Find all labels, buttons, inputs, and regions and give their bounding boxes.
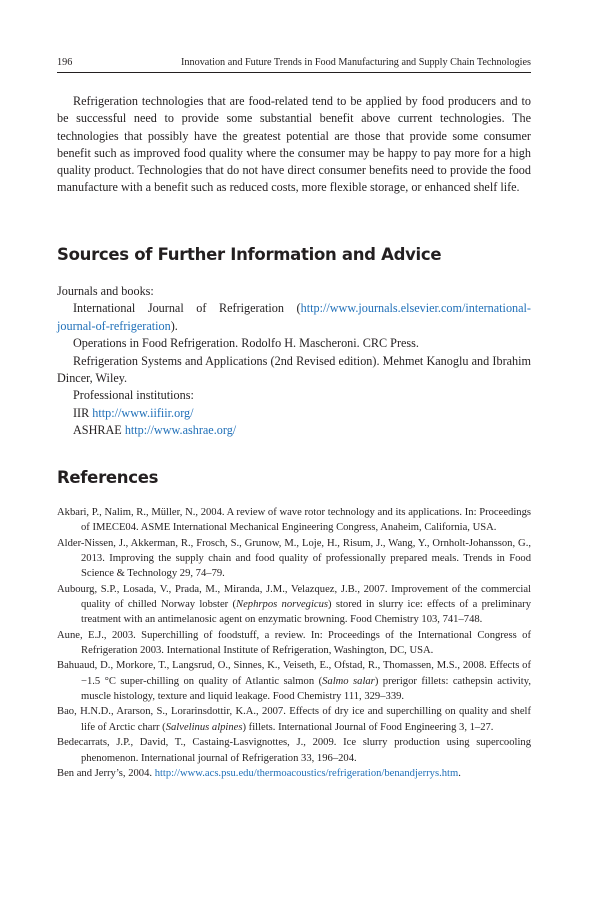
iir-link[interactable]: http://www.iifiir.org/ <box>92 405 194 420</box>
page-number: 196 <box>57 57 73 68</box>
ijr-close: ). <box>170 318 178 333</box>
running-title: Innovation and Future Trends in Food Manufacturing and Supply Chain Technologies <box>181 57 531 68</box>
source-item-ashrae <box>57 422 531 439</box>
bahuaud-species: Salmo salar <box>322 675 375 687</box>
aubourg-text-b: ) stored in slurry ice: effects of a preliminary treatment with an antimelanosic agent on enzymatic browning. Food Chemistry 103, 741–748. <box>81 599 531 626</box>
journals-label: Journals and books: <box>57 284 154 298</box>
ashrae-name: ASHRAE <box>73 423 125 438</box>
bao-species: Salvelinus alpines <box>165 721 243 733</box>
source-item-book-2: Refrigeration Systems and Applications (2nd Revised edition). Mehmet Kanoglu and Ibrahim Dincer, Wiley. <box>57 353 531 386</box>
reference-item-ben-and-jerrys <box>57 766 531 781</box>
running-header <box>57 56 531 73</box>
section-heading-references: References <box>57 468 159 487</box>
reference-item-alder-nissen: Alder-Nissen, J., Akkerman, R., Frosch, S., Grunow, M., Loje, H., Risum, J., Wang, Y., Ornholt-Johansson, G., 2013. Improving the supply chain and food quality of professionally prepared meals. Trends in Food Science & Technology 29, 74–79. <box>57 537 531 580</box>
reference-item-bao <box>57 704 531 735</box>
bahuaud-text-a: Bahuaud, D., Morkore, T., Langsrud, O., Sinnes, K., Veiseth, E., Ofstad, R., Thomassen, M.S., 2008. Effects of −1.5 °C super-chilling on quality of Atlantic salmon ( <box>57 660 531 687</box>
bahuaud-text-b: ) prerigor fillets: cathepsin activity, muscle histology, texture and liquid leakage. Food Chemistry 111, 329–339. <box>81 675 531 703</box>
ben-text-b: . <box>458 767 461 779</box>
ben-text-a: Ben and Jerry’s, 2004. <box>57 767 155 779</box>
section-heading-sources: Sources of Further Information and Advice <box>57 245 442 264</box>
aubourg-species: Nephrpos norvegicus <box>236 599 329 611</box>
aubourg-text-a: Aubourg, S.P., Losada, V., Prada, M., Miranda, J.M., Velazquez, J.B., 2007. Improvement of the commercial quality of chilled Norway lobster ( <box>57 583 531 611</box>
ijr-link[interactable]: http://www.journals.elsevier.com/international-journal-of-refrigeration <box>57 301 531 333</box>
reference-item-aubourg <box>57 582 531 628</box>
reference-list <box>57 505 531 781</box>
source-item-book-1: Operations in Food Refrigeration. Rodolfo H. Mascheroni. CRC Press. <box>73 336 419 351</box>
ijr-text: International Journal of Refrigeration ( <box>73 301 301 316</box>
reference-item-bedecarrats: Bedecarrats, J.P., David, T., Castaing-Lasvignottes, J., 2009. Ice slurry production using supercooling phenomenon. International journal of Refrigeration 33, 196–204. <box>57 737 531 764</box>
reference-item-aune: Aune, E.J., 2003. Superchilling of foodstuff, a review. In: Proceedings of the International Congress of Refrigeration 2003. International Institute of Refrigeration, Washington, DC, USA. <box>57 629 531 657</box>
ben-and-jerrys-link[interactable]: http://www.acs.psu.edu/thermoacoustics/refrigeration/benandjerrys.htm <box>154 767 459 779</box>
iir-name: IIR <box>73 405 93 420</box>
institutions-label: Professional institutions: <box>73 388 194 403</box>
bao-text-a: Bao, H.N.D., Ararson, S., Lorarinsdottir, K.A., 2007. Effects of dry ice and superchilling on quality and shelf life of Arctic charr ( <box>57 706 531 733</box>
reference-item-akbari: Akbari, P., Nalim, R., Müller, N., 2004. A review of wave rotor technology and its applications. In: Proceedings of IMECE04. ASME International Mechanical Engineering Congress, Anaheim, California, USA. <box>57 507 531 534</box>
bao-text-b: ) fillets. International Journal of Food Engineering 3, 1–27. <box>242 721 494 733</box>
ashrae-link[interactable]: http://www.ashrae.org/ <box>124 423 237 438</box>
reference-item-bahuaud <box>57 658 531 704</box>
source-item-ijr <box>57 300 531 335</box>
intro-paragraph: Refrigeration technologies that are food-related tend to be applied by food producers and to be successful need to provide some substantial benefit above current technologies. The technologies that possibly have the greatest potential are those that provide some consumer benefit such as improved food quality where the consumer may be happy to pay more for a high quality product. Technologies that do not have direct consumer benefits need to provide the food manufacture with a benefit such as reduced costs, more flexible storage, or enhanced shelf life. <box>57 94 531 195</box>
sources-list <box>57 283 531 440</box>
source-item-iir <box>57 405 531 422</box>
